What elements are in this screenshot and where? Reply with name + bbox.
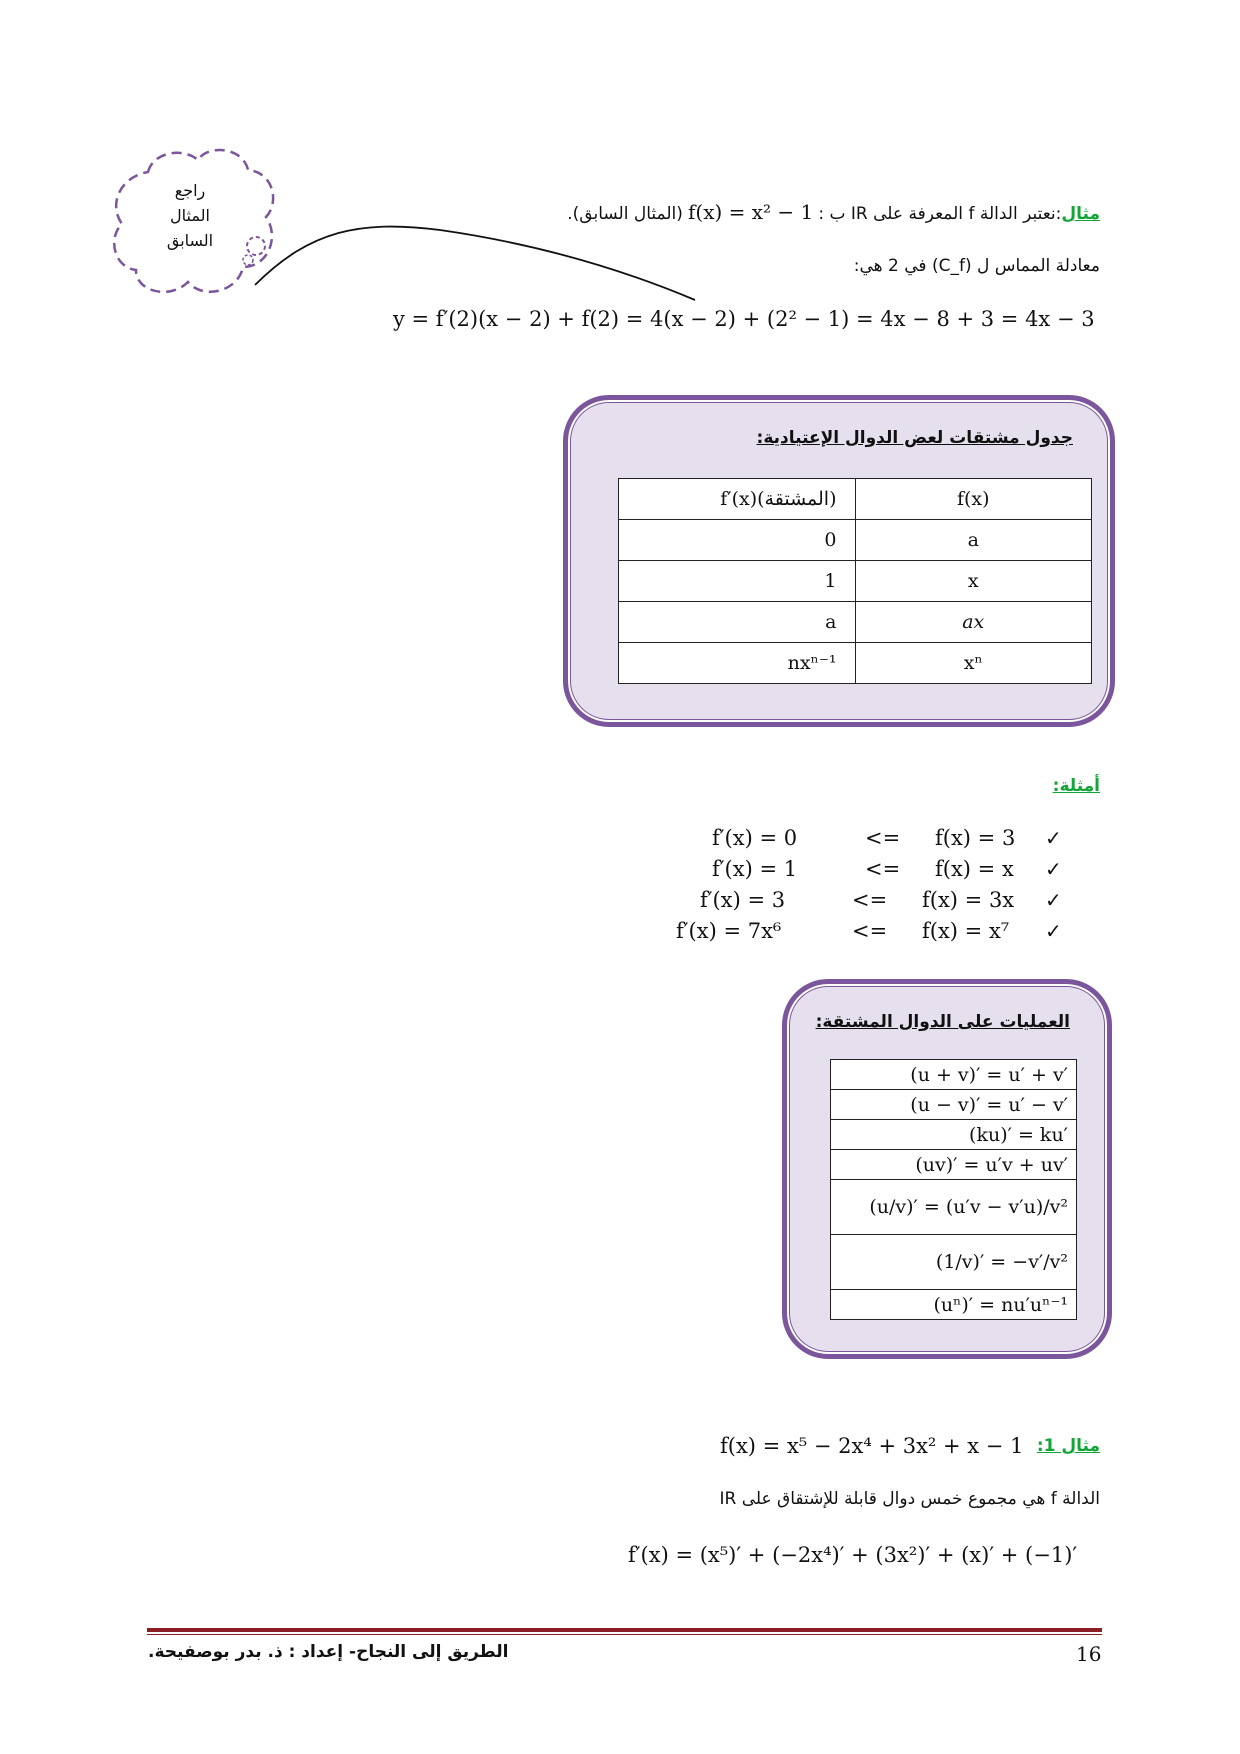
page-number: 16 bbox=[1076, 1642, 1102, 1666]
example1-derivative: f′(x) = (x⁵)′ + (−2x⁴)′ + (3x²)′ + (x)′ + (−1)′ bbox=[628, 1543, 1078, 1567]
table-row bbox=[831, 1090, 1077, 1120]
example-arrow: <= bbox=[852, 888, 888, 912]
check-icon: ✓ bbox=[1045, 857, 1062, 881]
example-dfx: f′(x) = 1 bbox=[712, 857, 798, 881]
note-line: راجع bbox=[174, 181, 206, 200]
table-row bbox=[619, 643, 1092, 684]
example-fx: f(x) = 3x bbox=[922, 888, 1015, 912]
rule-cell: (1/v)′ = −v′/v² bbox=[831, 1235, 1077, 1290]
footer-rule-thin bbox=[147, 1634, 1102, 1635]
table-cell-fx: x bbox=[855, 561, 1092, 602]
check-icon: ✓ bbox=[1045, 888, 1062, 912]
table-row bbox=[619, 561, 1092, 602]
example-intro-suffix: (المثال السابق). bbox=[567, 204, 683, 224]
example-arrow: <= bbox=[852, 919, 888, 943]
table-row bbox=[831, 1180, 1077, 1235]
note-cloud-text bbox=[140, 178, 240, 253]
example-fx: f(x) = 3 bbox=[935, 826, 1016, 850]
table-cell-dfx: a bbox=[619, 602, 856, 643]
example-arrow: <= bbox=[865, 826, 901, 850]
table-row bbox=[831, 1060, 1077, 1090]
operations-box-title: العمليات على الدوال المشتقة: bbox=[815, 1012, 1070, 1032]
example-dfx: f′(x) = 7x⁶ bbox=[676, 919, 782, 943]
example1-label: مثال 1: bbox=[1036, 1436, 1100, 1456]
table-header-fx: f(x) bbox=[855, 479, 1092, 520]
note-line: المثال bbox=[170, 206, 210, 225]
table-row bbox=[831, 1150, 1077, 1180]
tangent-text: معادلة المماس ل (C_f) في 2 هي: bbox=[853, 256, 1100, 276]
rule-cell: (u/v)′ = (u′v − v′u)/v² bbox=[831, 1180, 1077, 1235]
table-cell-fx: xⁿ bbox=[855, 643, 1092, 684]
table-row bbox=[831, 1290, 1077, 1320]
table-cell-fx: ax bbox=[855, 602, 1092, 643]
table-cell-dfx: 1 bbox=[619, 561, 856, 602]
example1-formula: f(x) = x⁵ − 2x⁴ + 3x² + x − 1 bbox=[720, 1434, 1024, 1458]
table-row bbox=[831, 1235, 1077, 1290]
table-cell-fx: a bbox=[855, 520, 1092, 561]
footer-rule bbox=[147, 1628, 1102, 1632]
table-cell-dfx: nxⁿ⁻¹ bbox=[619, 643, 856, 684]
example-label: مثال bbox=[1061, 204, 1100, 224]
example-intro-formula: f(x) = x² − 1 bbox=[687, 200, 814, 224]
examples-title: أمثلة: bbox=[1052, 776, 1100, 796]
footer-credit: الطريق إلى النجاح- إعداد : ذ. بدر بوصفيحة. bbox=[148, 1642, 509, 1662]
note-line: السابق bbox=[166, 231, 214, 250]
operations-table bbox=[830, 1059, 1077, 1320]
table-row bbox=[619, 479, 1092, 520]
table-row bbox=[831, 1120, 1077, 1150]
table-row bbox=[619, 602, 1092, 643]
check-icon: ✓ bbox=[1045, 919, 1062, 943]
rule-cell: (ku)′ = ku′ bbox=[831, 1120, 1077, 1150]
rule-cell: (u + v)′ = u′ + v′ bbox=[831, 1060, 1077, 1090]
table-header-dfx: f′(x)(المشتقة) bbox=[619, 479, 856, 520]
example-fx: f(x) = x⁷ bbox=[922, 919, 1010, 943]
example-fx: f(x) = x bbox=[935, 857, 1014, 881]
table-row bbox=[619, 520, 1092, 561]
check-icon: ✓ bbox=[1045, 826, 1062, 850]
rule-cell: (u − v)′ = u′ − v′ bbox=[831, 1090, 1077, 1120]
example1-text: الدالة f هي مجموع خمس دوال قابلة للإشتقاق على IR bbox=[719, 1489, 1100, 1509]
example-dfx: f′(x) = 0 bbox=[712, 826, 798, 850]
table-cell-dfx: 0 bbox=[619, 520, 856, 561]
example-dfx: f′(x) = 3 bbox=[700, 888, 786, 912]
rule-cell: (uⁿ)′ = nu′uⁿ⁻¹ bbox=[831, 1290, 1077, 1320]
example-intro-text: :نعتبر الدالة f المعرفة على IR ب : bbox=[818, 204, 1062, 224]
example-arrow: <= bbox=[865, 857, 901, 881]
example-intro bbox=[567, 200, 1100, 224]
derivatives-table bbox=[618, 478, 1092, 684]
derivatives-box-title: جدول مشتقات لعض الدوال الإعتيادية: bbox=[756, 428, 1073, 448]
tangent-equation: y = f′(2)(x − 2) + f(2) = 4(x − 2) + (2² − 1) = 4x − 8 + 3 = 4x − 3 bbox=[393, 307, 1095, 331]
connector-curve bbox=[250, 220, 700, 320]
rule-cell: (uv)′ = u′v + uv′ bbox=[831, 1150, 1077, 1180]
